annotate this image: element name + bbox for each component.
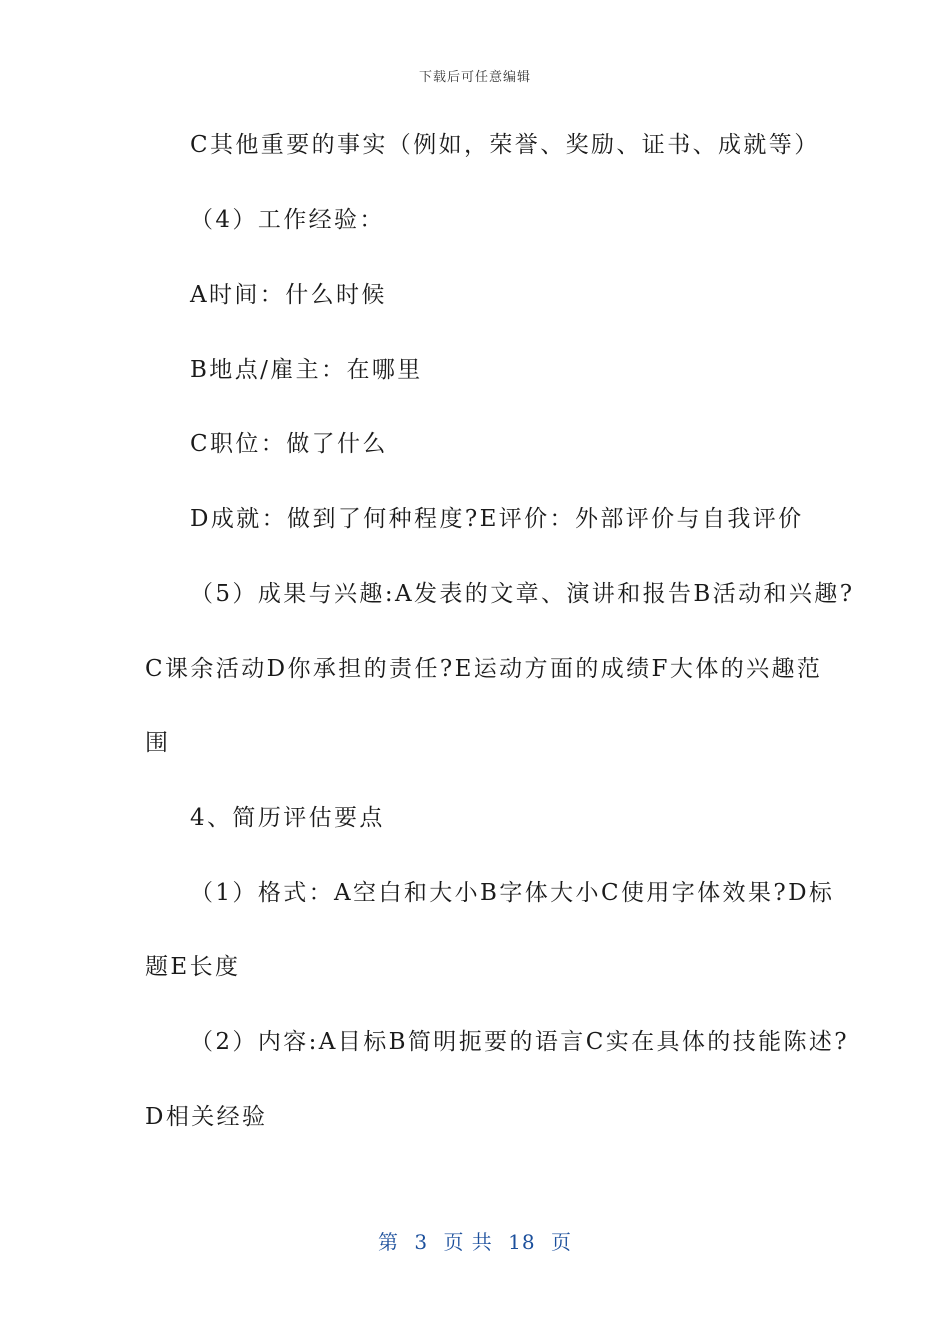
body-line-3: A时间：什么时候: [190, 282, 387, 308]
footer-total-pages: 18: [508, 1230, 536, 1254]
footer-middle: 页 共: [443, 1230, 493, 1254]
body-line-14: D相关经验: [145, 1104, 268, 1130]
body-line-11: （1）格式：A空白和大小B字体大小C使用字体效果?D标: [190, 880, 835, 906]
body-line-7: （5）成果与兴趣:A发表的文章、演讲和报告B活动和兴趣?: [190, 581, 855, 607]
page-header-note: 下载后可任意编辑: [418, 70, 531, 85]
page-footer: [0, 1226, 950, 1255]
body-line-5: C职位：做了什么: [190, 431, 388, 457]
body-line-1: C其他重要的事实（例如，荣誉、奖励、证书、成就等）: [190, 132, 820, 158]
footer-suffix: 页: [550, 1230, 572, 1254]
body-line-12: 题E长度: [145, 954, 241, 980]
body-line-2: （4）工作经验：: [190, 207, 385, 233]
body-line-8: C课余活动D你承担的责任?E运动方面的成绩F大体的兴趣范: [145, 656, 823, 682]
body-line-10: 4、简历评估要点: [190, 805, 385, 831]
body-line-4: B地点/雇主：在哪里: [190, 357, 423, 383]
body-line-6: D成就：做到了何种程度?E评价：外部评价与自我评价: [190, 506, 804, 532]
body-line-13: （2）内容:A目标B简明扼要的语言C实在具体的技能陈述?: [190, 1029, 850, 1055]
footer-prefix: 第: [378, 1230, 399, 1254]
footer-current-page: 3: [414, 1230, 429, 1254]
body-line-9: 围: [145, 730, 171, 756]
